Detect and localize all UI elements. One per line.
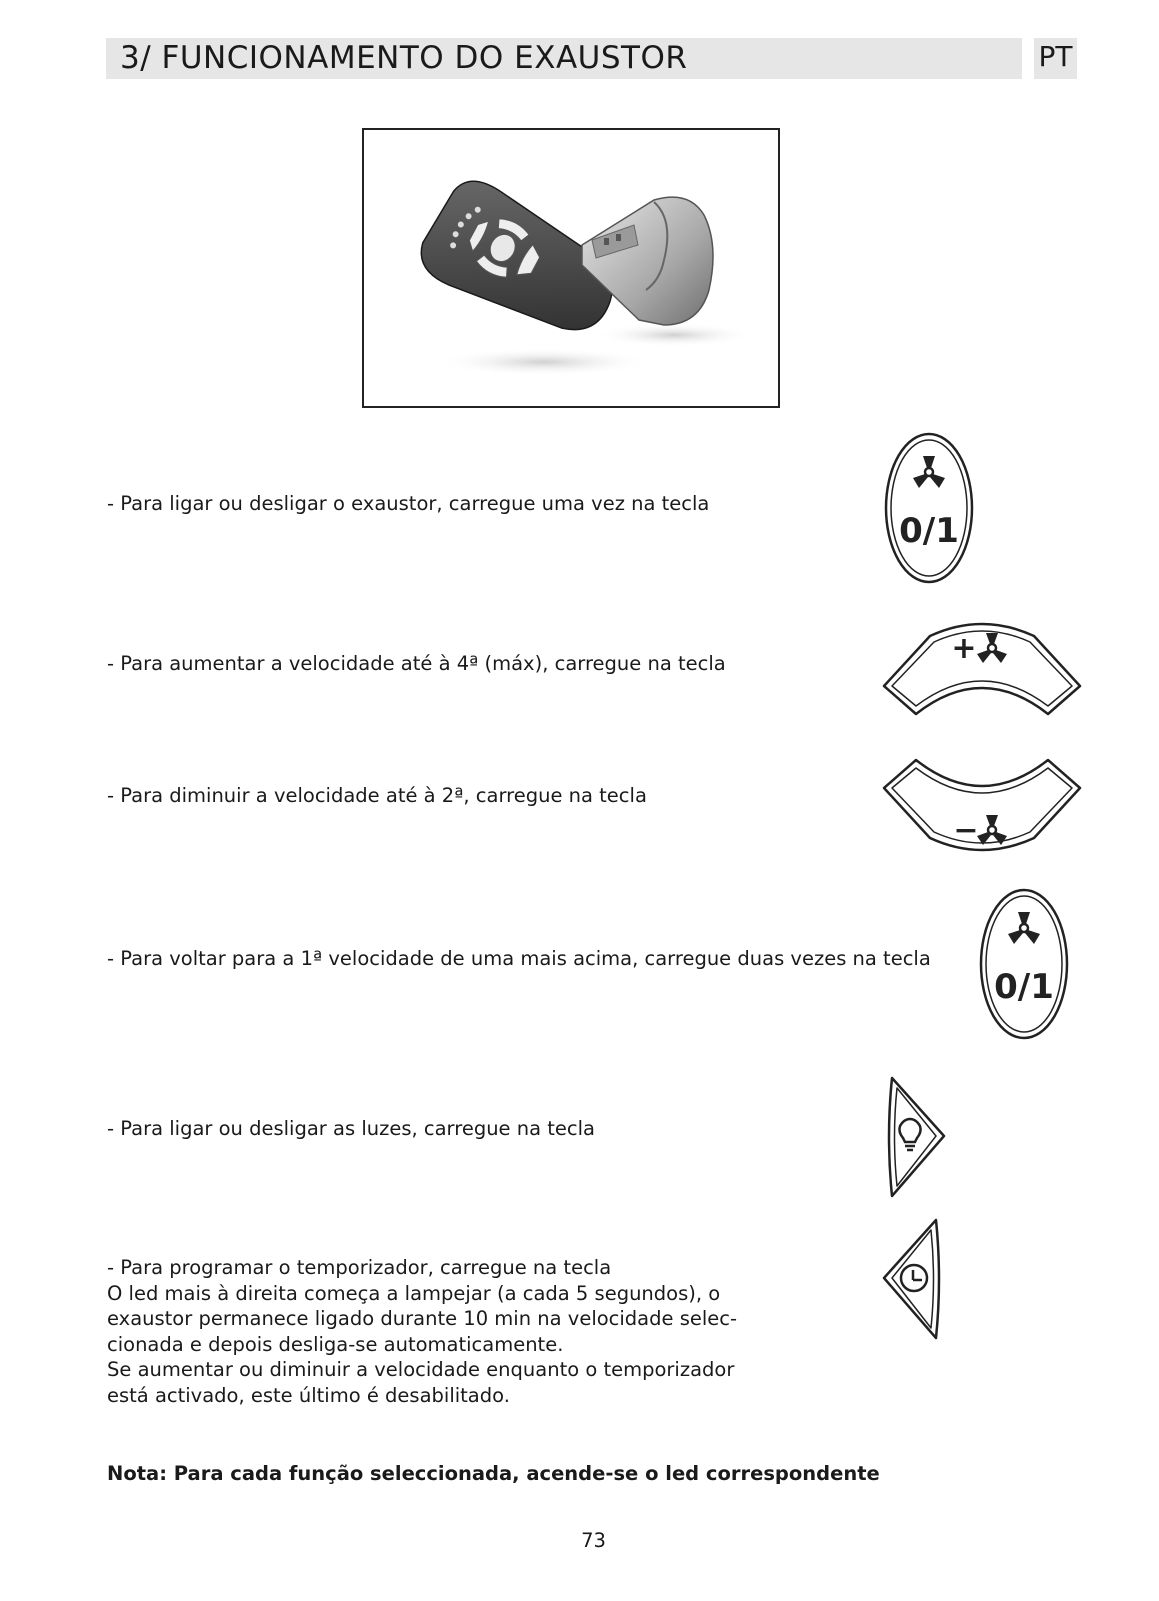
timer-instructions (107, 1255, 767, 1408)
note: Nota: Para cada função seleccionada, acende-se o led correspondente (107, 1462, 880, 1485)
speed-down-key (880, 748, 1084, 860)
timer-line: O led mais à direita começa a lampejar (a cada 5 segundos), o (107, 1281, 721, 1305)
remote-control-photo (362, 128, 780, 408)
page-title: 3/ FUNCIONAMENTO DO EXAUSTOR (120, 40, 688, 76)
fan-on-off-key (883, 430, 975, 590)
speed-up-key (880, 618, 1084, 730)
fan-on-off-key-2 (978, 886, 1070, 1046)
instruction-speed-down: - Para diminuir a velocidade até à 2ª, carregue na tecla (107, 784, 647, 807)
plus-label: + (951, 631, 977, 666)
page-number: 73 (581, 1529, 606, 1552)
instruction-fan-on-off: - Para ligar ou desligar o exaustor, carregue uma vez na tecla (107, 492, 710, 515)
instruction-speed-up: - Para aumentar a velocidade até à 4ª (máx), carregue na tecla (107, 652, 726, 675)
remote-control-illustration (364, 130, 778, 406)
instruction-speed-first: - Para voltar para a 1ª velocidade de uma mais acima, carregue duas vezes na tecla (107, 947, 931, 970)
timer-line: - Para programar o temporizador, carregue na tecla (107, 1256, 612, 1279)
timer-key (878, 1216, 948, 1346)
timer-line: está activado, este último é desabilitado. (107, 1383, 510, 1407)
on-off-label: 0/1 (994, 967, 1054, 1007)
instruction-lights: - Para ligar ou desligar as luzes, carregue na tecla (107, 1117, 595, 1140)
minus-label: − (953, 813, 979, 848)
on-off-label: 0/1 (899, 511, 959, 551)
timer-line: exaustor permanece ligado durante 10 min na velocidade selec- (107, 1307, 738, 1330)
timer-line: Se aumentar ou diminuir a velocidade enquanto o temporizador (107, 1358, 735, 1381)
light-key (880, 1074, 950, 1204)
timer-line: cionada e depois desliga-se automaticamente. (107, 1332, 564, 1356)
language-badge: PT (1034, 38, 1077, 79)
